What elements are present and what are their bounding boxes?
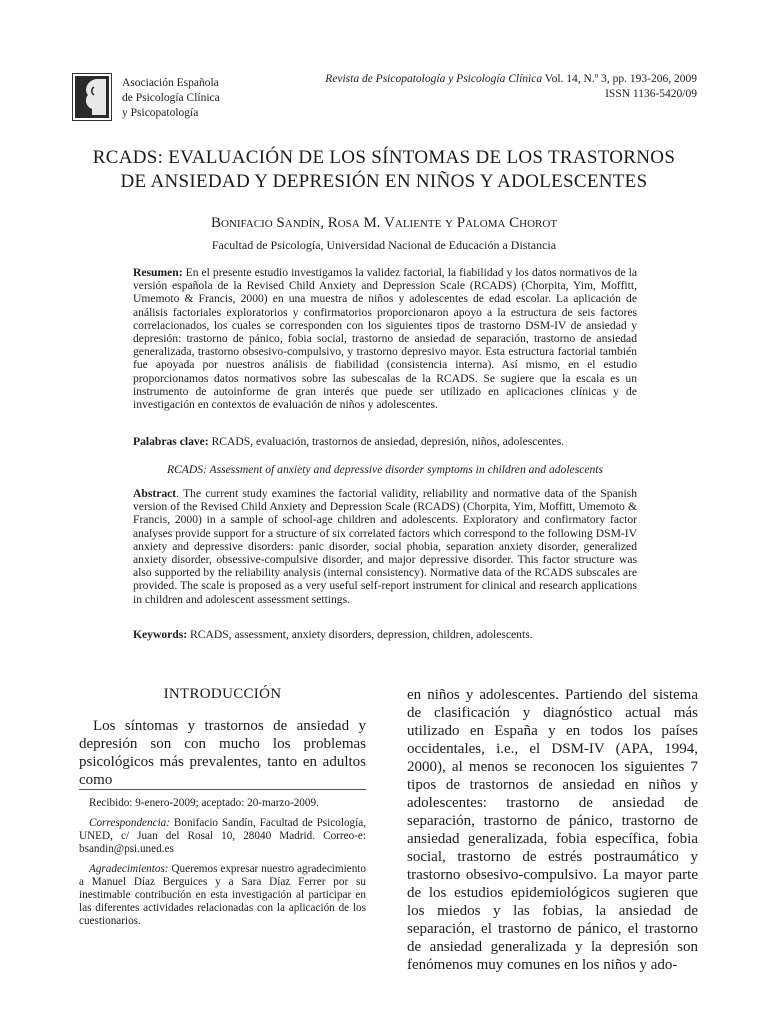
journal-citation [325,72,697,102]
society-name [122,76,220,121]
resumen-text: En el presente estudio investigamos la validez factorial, la fiabilidad y los datos normativos de la versión española de la Revised Child Anxiety and Depression Scale (RCADS) (Chorpita, Yim, Moffitt, Umemoto & Francis, 2000) en una muestra de niños y adolescentes de edad escolar. La aplicación de análisis factoriales exploratorios y confirmatorios proporcionaron apoyo a la estructura de seis factores correlacionados, los cuales se corresponden con los siguientes tipos de trastorno DSM-IV de ansiedad y depresión: trastorno de pánico, fobia social, trastorno de ansiedad de separación, trastorno de ansiedad generalizada, trastorno obsesivo-compulsivo, y trastorno depresivo mayor. Esta estructura factorial también fue apoyada por nuestros análisis de fiabilidad (consistencia interna). Así mismo, en el estudio proporcionamos datos normativos sobre las subescalas de la RCADS. Se sugiere que la escala es un instrumento de autoinforme de gran interés que puede ser utilizado en aplicaciones clínicas y de investigación en contextos de evaluación de niños y adolescentes. [133,266,637,412]
keywords-label: Keywords: [133,628,188,641]
correspondence-note [79,817,366,856]
resumen-label: Resumen: [133,266,183,279]
society-logo [72,73,112,121]
correspondence-text: Bonifacio Sandín, Facultad de Psicología, UNED, c/ Juan del Rosal 10, 28040 Madrid. Correo-e: bsandin@psi.uned.es [79,817,366,855]
acknowledgements-note [79,863,366,928]
received-note: Recibido: 9-enero-2009; aceptado: 20-marzo-2009. [89,797,319,809]
affiliation: Facultad de Psicología, Universidad Nacional de Educación a Distancia [211,238,557,252]
authors: Bonifacio Sandín, Rosa M. Valiente y Paloma Chorot [210,215,558,231]
acknowledgements-label: Agradecimientos: [89,863,169,875]
abstract-text: . The current study examines the factorial validity, reliability and normative data of the Spanish version of the Revised Child Anxiety and Depression Scale (RCADS) (Chorpita, Yim, Moffitt, Umemoto & Francis, 2000) in a sample of school-age children and adolescents. Exploratory and confirmatory factor analyses provide support for a structure of six correlated factors which correspond to the following DSM-IV anxiety and depressive disorders: panic disorder, social phobia, separation anxiety disorder, generalized anxiety disorder, obsessive-compulsive disorder, and major depressive disorder. This factor structure was also supported by the reliability analysis (internal consistency). Normative data of the RCADS subscales are provided. The scale is proposed as a very useful self-report instrument for clinical and research applications in children and adolescent assessment settings. [133,487,637,606]
footnote-divider [79,789,366,790]
palabras-clave [133,435,637,448]
society-line: y Psicopatología [122,107,199,119]
title-line: DE ANSIEDAD Y DEPRESIÓN EN NIÑOS Y ADOLESCENTES [120,171,648,192]
keywords [133,628,637,641]
acknowledgements-text: Queremos expresar nuestro agradecimiento a Manuel Díaz Berguices y a Sara Díaz Ferrer por su inestimable contribución en esta investigación al participar en las diferentes actividades relacionadas con la aplicación de los cuestionarios. [79,863,366,927]
correspondence-label: Correspondencia: [89,817,170,829]
keywords-text: RCADS, assessment, anxiety disorders, depression, children, adolescents. [187,628,533,641]
right-column-text: en niños y adolescentes. Partiendo del sistema de clasificación y diagnóstico actual más utilizado en España y en todos los países occidentales, i.e., el DSM-IV (APA, 1994, 2000), al menos se reconocen los siguientes 7 tipos de trastornos de ansiedad en niños y adolescentes: trastorno de ansiedad de separación, trastorno de pánico, trastorno de ansiedad generalizada, fobia específica, fobia social, trastorno de estrés postraumático y trastorno obsesivo-compulsivo. La mayor parte de los estudios epidemiológicos sugieren que los miedos y las fobias, la ansiedad de separación, el trastorno de pánico, el trastorno de ansiedad generalizada y la depresión son fenómenos muy comunes en los niños y ado- [407,687,698,973]
abstract-label: Abstract [133,487,177,500]
intro-paragraph: Los síntomas y trastornos de ansiedad y depresión son con mucho los problemas psicológicos más prevalentes, tanto en adultos como [79,718,366,788]
title-line: RCADS: EVALUACIÓN DE LOS SÍNTOMAS DE LOS TRASTORNOS [92,147,676,168]
issn: ISSN 1136-5420/09 [605,88,697,100]
resumen [133,266,637,411]
paper-title [60,146,708,194]
footnotes [79,797,366,935]
abstract [133,487,637,606]
society-line: Asociación Española [122,77,219,89]
society-line: de Psicología Clínica [122,92,220,104]
journal-name: Revista de Psicopatología y Psicología Clínica [325,73,543,85]
palabras-clave-label: Palabras clave: [133,435,209,448]
journal-volume: Vol. 14, N.º 3, pp. 193-206, 2009 [544,73,697,85]
english-title: RCADS: Assessment of anxiety and depressive disorder symptoms in children and adolescents [166,463,604,476]
section-heading: INTRODUCCIÓN [163,686,282,702]
palabras-clave-text: RCADS, evaluación, trastornos de ansiedad, depresión, niños, adolescentes. [208,435,565,448]
